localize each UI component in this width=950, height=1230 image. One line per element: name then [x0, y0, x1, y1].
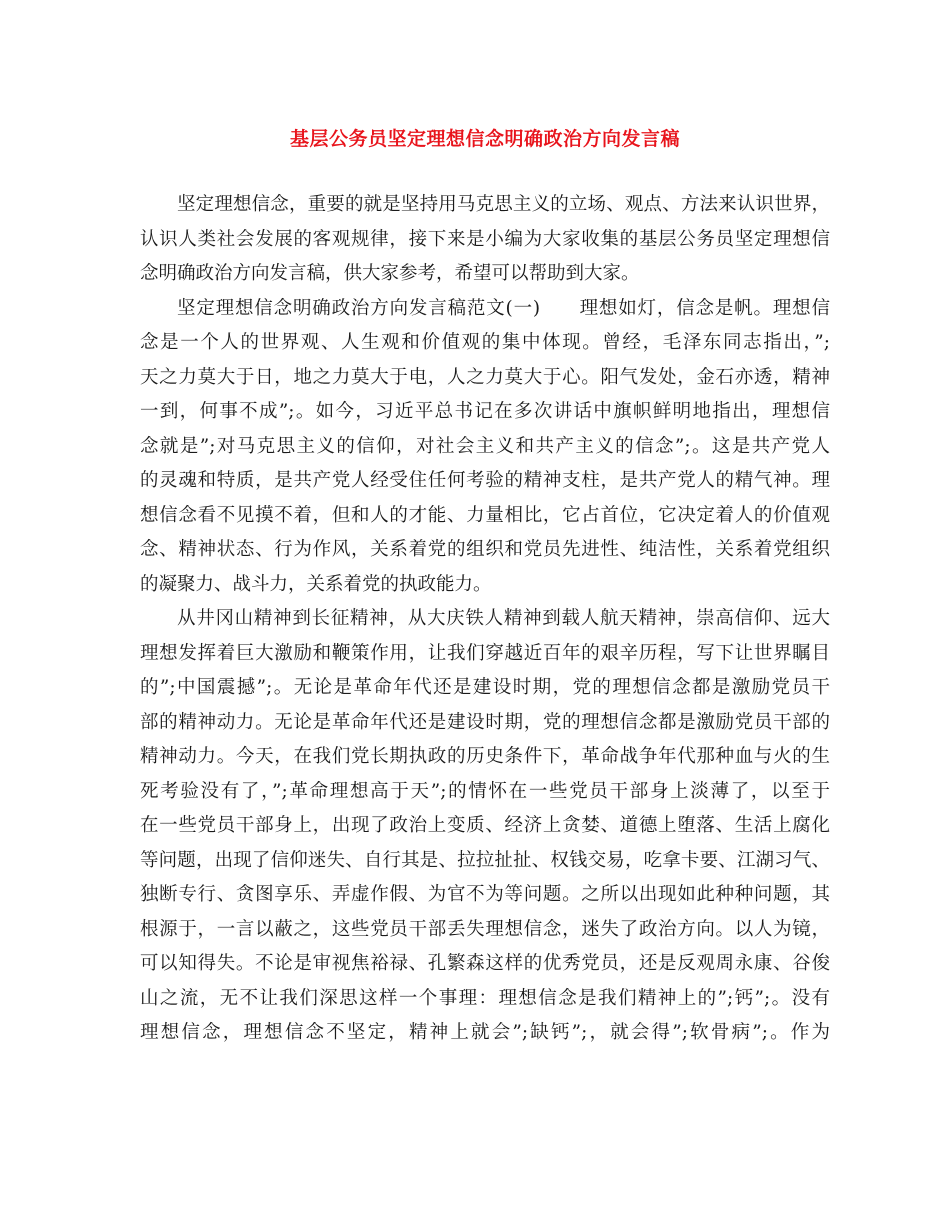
document-body — [140, 188, 830, 1051]
text-line: 在一些党员干部身上，出现了政治上变质、经济上贪婪、道德上堕落、生活上腐化 — [140, 815, 830, 836]
text-line: 理想发挥着巨大激励和鞭策作用，让我们穿越近百年的艰辛历程，写下让世界瞩目 — [140, 642, 830, 664]
text-line: 部的精神动力。无论是革命年代还是建设时期，党的理想信念都是激励党员干部的 — [140, 711, 830, 733]
text-line: 一到，何事不成”;。如今，习近平总书记在多次讲话中旗帜鲜明地指出，理想信 — [140, 401, 830, 422]
text-line: 坚定理想信念明确政治方向发言稿范文(一) 理想如灯，信念是帆。理想信 — [177, 297, 830, 319]
text-line: 念是一个人的世界观、人生观和价值观的集中体现。曾经，毛泽东同志指出，”; — [140, 332, 830, 353]
text-line: 的灵魂和特质，是共产党人经受住任何考验的精神支柱，是共产党人的精气神。理 — [140, 470, 830, 491]
text-line: 根源于，一言以蔽之，这些党员干部丢失理想信念，迷失了政治方向。以人为镜， — [140, 918, 830, 940]
text-line: 等问题，出现了信仰迷失、自行其是、拉拉扯扯、权钱交易，吃拿卡要、江湖习气、 — [140, 849, 830, 871]
text-line: 死考验没有了，”;革命理想高于天”;的情怀在一些党员干部身上淡薄了，以至于 — [140, 780, 830, 802]
text-line: 从井冈山精神到长征精神，从大庆铁人精神到载人航天精神，崇高信仰、远大 — [177, 608, 830, 629]
text-line: 念、精神状态、行为作风，关系着党的组织和党员先进性、纯洁性，关系着党组织 — [140, 539, 830, 560]
document-title: 基层公务员坚定理想信念明确政治方向发言稿 — [289, 128, 680, 150]
text-line: 念就是”;对马克思主义的信仰，对社会主义和共产主义的信念”;。这是共产党人 — [140, 435, 830, 457]
text-line: 坚定理想信念，重要的就是坚持用马克思主义的立场、观点、方法来认识世界， — [177, 194, 830, 215]
text-line: 独断专行、贪图享乐、弄虚作假、为官不为等问题。之所以出现如此种种问题，其 — [140, 884, 830, 905]
text-line: 山之流，无不让我们深思这样一个事理：理想信念是我们精神上的”;钙”;。没有 — [140, 987, 830, 1009]
text-line: 想信念看不见摸不着，但和人的才能、力量相比，它占首位，它决定着人的价值观 — [140, 504, 830, 526]
text-line: 认识人类社会发展的客观规律，接下来是小编为大家收集的基层公务员坚定理想信 — [140, 228, 830, 250]
text-line: 精神动力。今天，在我们党长期执政的历史条件下，革命战争年代那种血与火的生 — [140, 746, 830, 767]
text-line: 念明确政治方向发言稿，供大家参考，希望可以帮助到大家。 — [140, 263, 640, 284]
text-line: 的”;中国震撼”;。无论是革命年代还是建设时期，党的理想信念都是激励党员干 — [140, 677, 830, 698]
text-line: 可以知得失。不论是审视焦裕禄、孔繁森这样的优秀党员，还是反观周永康、谷俊 — [140, 953, 830, 974]
text-line: 天之力莫大于日，地之力莫大于电，人之力莫大于心。阳气发处，金石亦透，精神 — [140, 366, 830, 388]
text-line: 的凝聚力、战斗力，关系着党的执政能力。 — [140, 573, 492, 595]
text-line: 理想信念，理想信念不坚定，精神上就会”;缺钙”;，就会得”;软骨病”;。作为 — [140, 1022, 830, 1043]
